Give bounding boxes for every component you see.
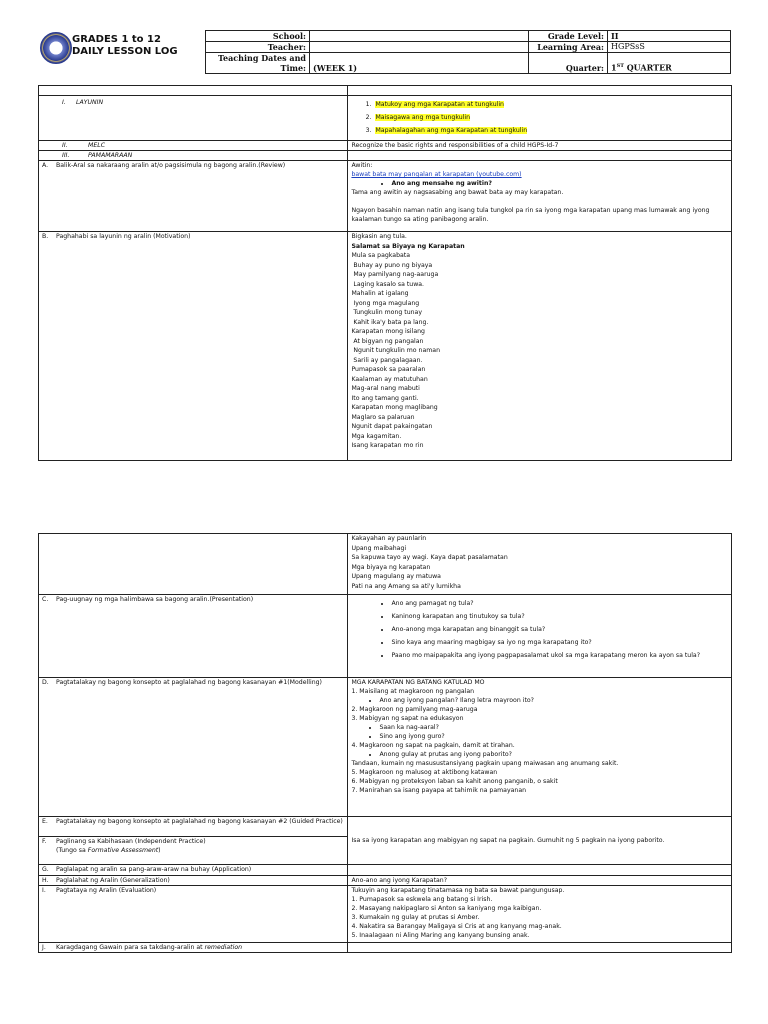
poem-line: Mga biyaya ng karapatan	[351, 563, 431, 571]
dates-label: Teaching Dates and Time:	[206, 53, 310, 74]
song-link[interactable]: bawat bata may pangalan at karapatan (youtube.com)	[351, 171, 522, 178]
teacher-label: Teacher:	[206, 42, 310, 53]
poem-line: Sa kapuwa tayo ay wagi. Kaya dapat pasalamatan	[351, 554, 508, 561]
poem-line: Sarili ay pangalagaan.	[351, 356, 423, 364]
layunin-label: LAYUNIN	[76, 99, 104, 106]
eval-line-5: 5. Inaalagaan ni Aling Maring ang kanyang bunsing anak.	[351, 932, 530, 939]
row-a-letter: A.	[42, 162, 49, 169]
quarter-suffix: ST	[616, 63, 624, 70]
pamamaraan-label: PAMAMARAAN	[88, 152, 133, 159]
grade-level-field: II	[608, 31, 731, 42]
eval-line-1: 1. Pumapasok sa eskwela ang batang si Irish.	[351, 896, 493, 903]
row-h-letter: H.	[42, 877, 49, 884]
melc-label-cell	[39, 141, 348, 151]
layunin-label-cell	[39, 96, 348, 141]
melc-number: II.	[62, 142, 68, 149]
poem-line: Ngunit tungkulin mo naman	[351, 347, 440, 354]
poem-line: Karapatan mong maglibang	[351, 404, 438, 411]
right-1-question: • Ano ang iyong pangalan? Ilang letra mayroon ito?	[379, 696, 728, 705]
row-e-text: Pagtatalakay ng bagong konsepto at paglalahad ng bagong kasanayan #2 (Guided Practice)	[56, 818, 343, 825]
poem-line: Mahalin at igalang	[351, 290, 409, 297]
row-d-content	[348, 678, 732, 817]
row-f-sub-post: )	[158, 847, 161, 854]
learning-area-field: HGPSsS	[608, 42, 731, 53]
document-title	[72, 34, 178, 58]
row-j-letter: J.	[42, 944, 46, 951]
right-7: 7. Manirahan sa isang payapa at tahimik na pamayanan	[351, 787, 527, 794]
row-j-text: Karagdagang Gawain para sa takdang-aralin at	[56, 944, 205, 951]
row-b-text: Paghahabi sa layunin ng aralin (Motivation)	[56, 233, 191, 240]
learning-area-label: Learning Area:	[529, 42, 608, 53]
poem-line: Kahit ika'y bata pa lang.	[351, 318, 429, 326]
pamamaraan-number: III.	[62, 152, 70, 159]
poem-title: Salamat sa Biyaya ng Karapatan	[351, 242, 465, 250]
rights-heading: MGA KARAPATAN NG BATANG KATULAD MO	[351, 679, 485, 686]
row-a-text: Balik-Aral sa nakaraang aralin at/o pagsisimula ng bagong aralin.(Review)	[56, 162, 286, 169]
poem-line: Ito ang tamang ganti.	[351, 394, 419, 402]
row-c-content	[348, 595, 732, 678]
right-3: 3. Mabigyan ng sapat na edukasyon	[351, 715, 464, 722]
poem-lines	[351, 251, 728, 451]
right-3-question-b: • Sino ang iyong guro?	[379, 732, 728, 741]
poem-line: At bigyan ng pangalan	[351, 337, 424, 345]
poem-line: Isang karapatan mo rin	[351, 442, 424, 449]
right-4: 4. Magkaroon ng sapat na pagkain, damit at tirahan.	[351, 742, 515, 749]
right-6: 6. Mabigyan ng proteksyon laban sa kahit anong panganib, o sakit	[351, 778, 558, 785]
title-line-1: GRADES 1 to 12	[72, 34, 161, 45]
right-5: 5. Magkaroon ng malusog at aktibong katawan	[351, 769, 498, 776]
poem-line: Kakayahan ay paunlarin	[351, 535, 427, 542]
poem-line: Kaalaman ay matutuhan	[351, 375, 428, 383]
row-c-label	[39, 595, 348, 678]
right-2: 2. Magkaroon ng pamilyang mag-aaruga	[351, 706, 478, 713]
row-c-text: Pag-uugnay ng mga halimbawa sa bagong aralin.(Presentation)	[56, 596, 254, 603]
quarter-label: Quarter:	[529, 53, 608, 74]
row-j-label	[39, 943, 348, 953]
poem-intro: Bigkasin ang tula.	[351, 233, 407, 240]
row-e-letter: E.	[42, 818, 48, 825]
melc-value: Recognize the basic rights and responsibilities of a child HGPS-Id-7	[348, 141, 732, 151]
dates-field: (WEEK 1)	[310, 53, 529, 74]
row-d-letter: D.	[42, 679, 49, 686]
row-h-value: Ano-ano ang iyong Karapatan?	[348, 876, 732, 886]
row-f-sub-italic: Formative Assessment	[87, 847, 159, 854]
teacher-field	[310, 42, 529, 53]
row-d-label	[39, 678, 348, 817]
row-a-label	[39, 161, 348, 232]
questions-list	[351, 595, 728, 662]
poem-line: Karapatan mong isilang	[351, 328, 425, 335]
row-i-letter: I.	[42, 887, 46, 894]
row-i-content	[348, 886, 732, 943]
poem-line: Mula sa pagkabata	[351, 252, 411, 259]
right-3-question-a: • Saan ka nag-aaral?	[379, 723, 728, 732]
poem-line: Buhay ay puno ng biyaya	[351, 261, 433, 269]
row-c-letter: C.	[42, 596, 49, 603]
objective-2: Maisagawa ang mga tungkulin	[375, 114, 471, 121]
row-d-text: Pagtatalakay ng bagong konsepto at paglalahad ng bagong kasanayan #1(Modelling)	[56, 679, 322, 686]
objectives-list	[351, 96, 728, 137]
right-4-question: • Anong gulay at prutas ang iyong paborito?	[379, 750, 728, 759]
row-j-italic: remediation	[204, 944, 243, 951]
question-1: • Ano ang pamagat ng tula?	[391, 597, 728, 610]
melc-label: MELC	[88, 142, 106, 149]
row-a-line1: Awitin:	[351, 162, 373, 169]
row-g-letter: G.	[42, 866, 49, 873]
question-4: • Sino kaya ang maaring magbigay sa iyo ng mga karapatang ito?	[391, 636, 728, 649]
row-i-text: Pagtataya ng Aralin (Evaluation)	[56, 887, 157, 894]
row-h-text: Paglalahat ng Aralin (Generalization)	[56, 877, 170, 884]
row-h-label	[39, 876, 348, 886]
row-g-text: Paglalapat ng aralin sa pang-araw-araw na buhay (Application)	[56, 866, 252, 873]
layunin-number: I.	[62, 99, 66, 106]
row-f-letter: F.	[42, 838, 47, 845]
row-b-label	[39, 232, 348, 461]
objectives-cell	[348, 96, 732, 141]
lesson-table-page-2	[38, 533, 732, 953]
poem-line: Laging kasalo sa tuwa.	[351, 280, 425, 288]
row-ef-content: Isa sa iyong karapatan ang mabigyan ng sapat na pagkain. Gumuhit ng 5 pagkain na iyong paborito.	[348, 817, 732, 865]
school-label: School:	[206, 31, 310, 42]
poem-line: Ngunit dapat pakaingatan	[351, 423, 433, 430]
row-a-line3: Ngayon basahin naman natin ang isang tula tungkol pa rin sa iyong mga karapatan upang mas lumawak ang iyong kaalaman tungo sa ating panibagong aralin.	[351, 207, 710, 223]
quarter-field	[608, 53, 731, 74]
poem-line: Iyong mga magulang	[351, 299, 420, 307]
poem-line: Upang magulang ay matuwa	[351, 573, 441, 580]
poem-line: Mag-aral nang mabuti	[351, 385, 420, 392]
poem-line: Upang maibahagi	[351, 544, 407, 552]
header-table	[205, 30, 731, 74]
right-4-note: Tandaan, kumain ng masusustansiyang pagkain upang maiwasan ang anumang sakit.	[351, 760, 619, 767]
row-a-line2: Tama ang awitin ay nagsasabing ang bawat bata ay may karapatan.	[351, 189, 564, 196]
poem-line: Tungkulin mong tunay	[351, 309, 423, 316]
poem-line: Pati na ang Amang sa ati'y lumikha	[351, 582, 461, 590]
row-f-sub-pre: (Tungo sa	[56, 847, 88, 854]
question-3: • Ano-anong mga karapatan ang binanggit sa tula?	[391, 623, 728, 636]
objective-3: Mapahalagahan ang mga Karapatan at tungkulin	[375, 127, 528, 134]
poem-continuation	[348, 534, 732, 595]
question-5: • Paano mo maipapakita ang iyong pagpapasalamat ukol sa mga karapatang meron ka ayon sa tula?	[391, 649, 728, 662]
row-f-label	[39, 837, 348, 865]
eval-line-0: Tukuyin ang karapatang tinatamasa ng bata sa bawat pangungusap.	[351, 887, 565, 894]
row-f-text: Paglinang sa Kabihasaan (Independent Practice)	[56, 838, 206, 845]
row-i-label	[39, 886, 348, 943]
row-b-letter: B.	[42, 233, 49, 240]
eval-line-2: 2. Masayang nakipaglaro si Anton sa kaniyang mga kaibigan.	[351, 905, 542, 912]
poem-line: Maglaro sa palaruan	[351, 413, 415, 421]
header-logo-block	[38, 32, 206, 74]
deped-seal-icon	[40, 32, 72, 64]
lesson-table-page-1	[38, 85, 732, 461]
question-2: • Kaninong karapatan ang tinutukoy sa tula?	[391, 610, 728, 623]
row-a-question: • Ano ang mensahe ng awitin?	[391, 179, 728, 188]
quarter-number: 1	[611, 63, 617, 73]
row-a-content	[348, 161, 732, 232]
quarter-text: QUARTER	[623, 63, 672, 73]
right-1: 1. Maisilang at magkaroon ng pangalan	[351, 688, 475, 695]
school-field	[310, 31, 529, 42]
row-g-label	[39, 865, 348, 876]
grade-level-label: Grade Level:	[529, 31, 608, 42]
title-line-2: DAILY LESSON LOG	[72, 46, 178, 57]
poem-cell	[348, 232, 732, 461]
poem-line: May pamilyang nag-aaruga	[351, 271, 439, 278]
row-e-label	[39, 817, 348, 837]
poem-line: Pumapasok sa paaralan	[351, 366, 426, 373]
objective-1: Matukoy ang mga Karapatan at tungkulin	[375, 101, 504, 108]
poem-line: Mga kagamitan.	[351, 432, 402, 440]
eval-line-3: 3. Kumakain ng gulay at prutas si Amber.	[351, 914, 480, 921]
eval-line-4: 4. Nakatira sa Barangay Maligaya si Cris at ang kanyang mag-anak.	[351, 923, 562, 930]
pamamaraan-label-cell	[39, 151, 348, 161]
